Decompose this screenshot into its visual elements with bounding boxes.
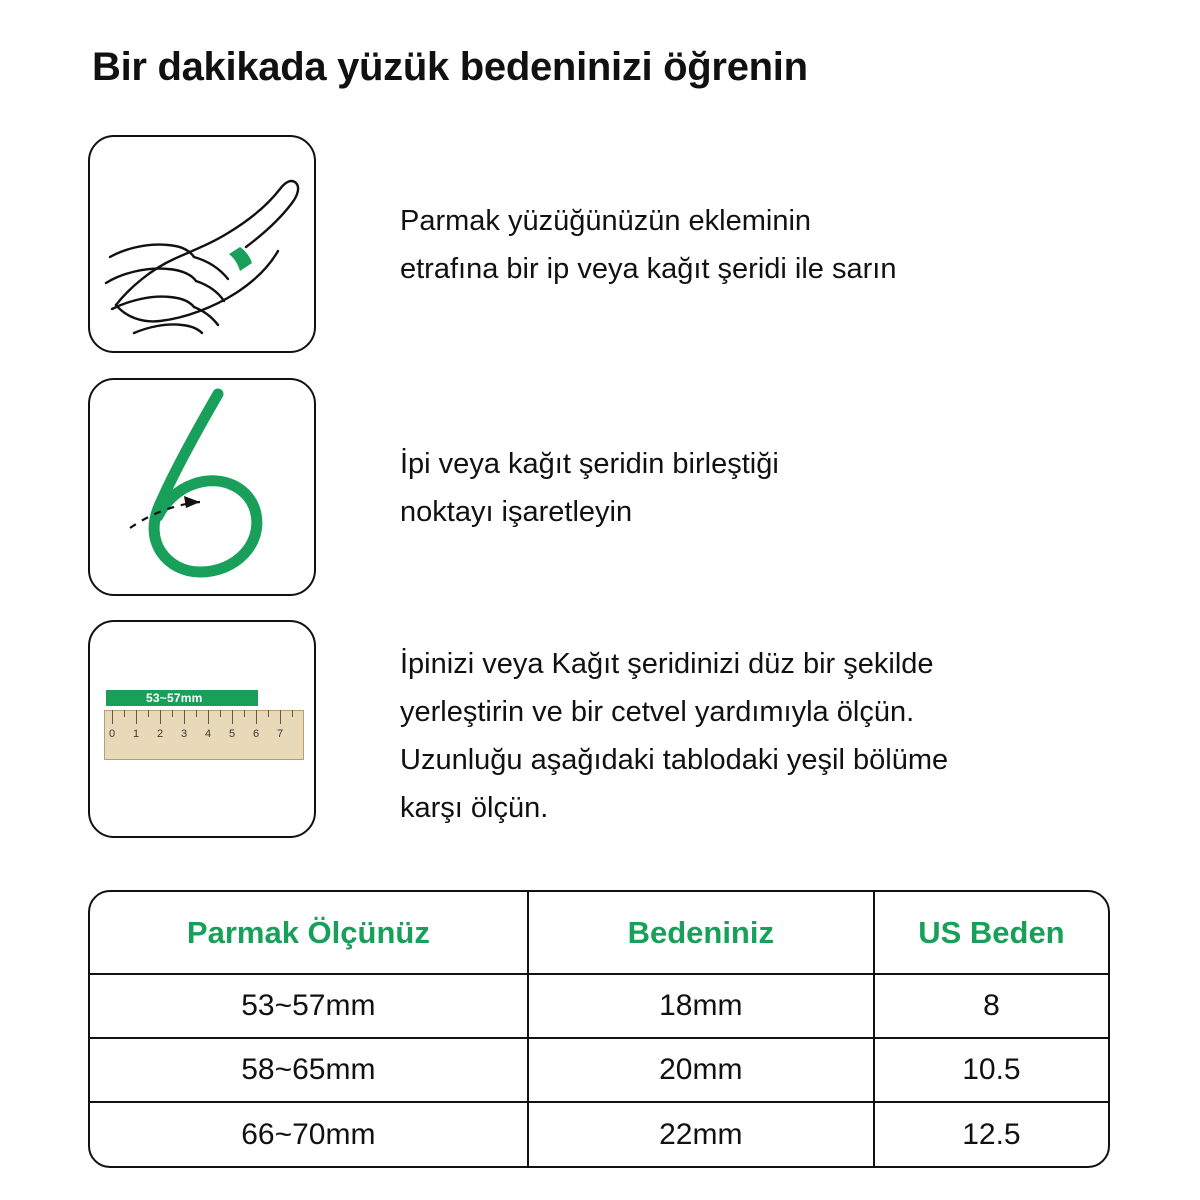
looped-string-mark-icon: [88, 378, 316, 596]
size-table: [88, 890, 1110, 1168]
cell-us-size: 8: [874, 974, 1108, 1038]
step-2-line-1: İpi veya kağıt şeridin birleştiği: [400, 448, 779, 480]
ruler-num-3: 3: [180, 728, 188, 740]
ruler-num-1: 1: [132, 728, 140, 740]
step-2-line-2: noktayı işaretleyin: [400, 496, 633, 528]
cell-your-size: 18mm: [528, 974, 874, 1038]
page-title: Bir dakikada yüzük bedeninizi öğrenin: [92, 45, 808, 89]
hand-with-string-icon: [88, 135, 316, 353]
ruler-ticks: [104, 710, 304, 728]
hand-illustration-svg: [90, 137, 316, 353]
table-header-your-size: Bedeniniz: [528, 892, 874, 974]
string-loop-svg: [90, 380, 316, 596]
strip-label: 53~57mm: [146, 691, 203, 705]
ruler-num-0: 0: [108, 728, 116, 740]
ruler-illustration: [104, 684, 304, 776]
ruler-num-5: 5: [228, 728, 236, 740]
ruler-num-2: 2: [156, 728, 164, 740]
ruler-num-7: 7: [276, 728, 284, 740]
cell-us-size: 10.5: [874, 1038, 1108, 1102]
step-3-line-2: yerleştirin ve bir cetvel yardımıyla ölçün.: [400, 696, 915, 728]
step-3-text: [400, 620, 948, 832]
table-header-us-size: US Beden: [874, 892, 1108, 974]
cell-finger-size: 58~65mm: [90, 1038, 528, 1102]
table-header-finger-size: Parmak Ölçünüz: [90, 892, 528, 974]
step-1-line-2: etrafına bir ip veya kağıt şeridi ile sarın: [400, 253, 897, 285]
cell-your-size: 22mm: [528, 1102, 874, 1166]
step-2-text: [400, 378, 779, 536]
step-3-line-4: karşı ölçün.: [400, 792, 549, 824]
table-row: [90, 1102, 1108, 1166]
ruler-measure-icon: [88, 620, 316, 838]
step-3-line-3: Uzunluğu aşağıdaki tablodaki yeşil bölüme: [400, 744, 949, 776]
step-2: [88, 378, 1108, 596]
ruler-num-6: 6: [252, 728, 260, 740]
cell-finger-size: 53~57mm: [90, 974, 528, 1038]
table-header-row: [90, 892, 1108, 974]
step-1: [88, 135, 1108, 353]
cell-finger-size: 66~70mm: [90, 1102, 528, 1166]
step-3: [88, 620, 1108, 838]
cell-your-size: 20mm: [528, 1038, 874, 1102]
step-3-line-1: İpinizi veya Kağıt şeridinizi düz bir şekilde: [400, 648, 934, 680]
table-row: [90, 1038, 1108, 1102]
ruler-num-4: 4: [204, 728, 212, 740]
table-row: [90, 974, 1108, 1038]
size-table-element: [90, 892, 1108, 1166]
cell-us-size: 12.5: [962, 1117, 1021, 1151]
step-1-line-1: Parmak yüzüğünüzün ekleminin: [400, 205, 812, 237]
step-1-text: [400, 135, 896, 293]
ruler-numbers: [104, 728, 304, 744]
